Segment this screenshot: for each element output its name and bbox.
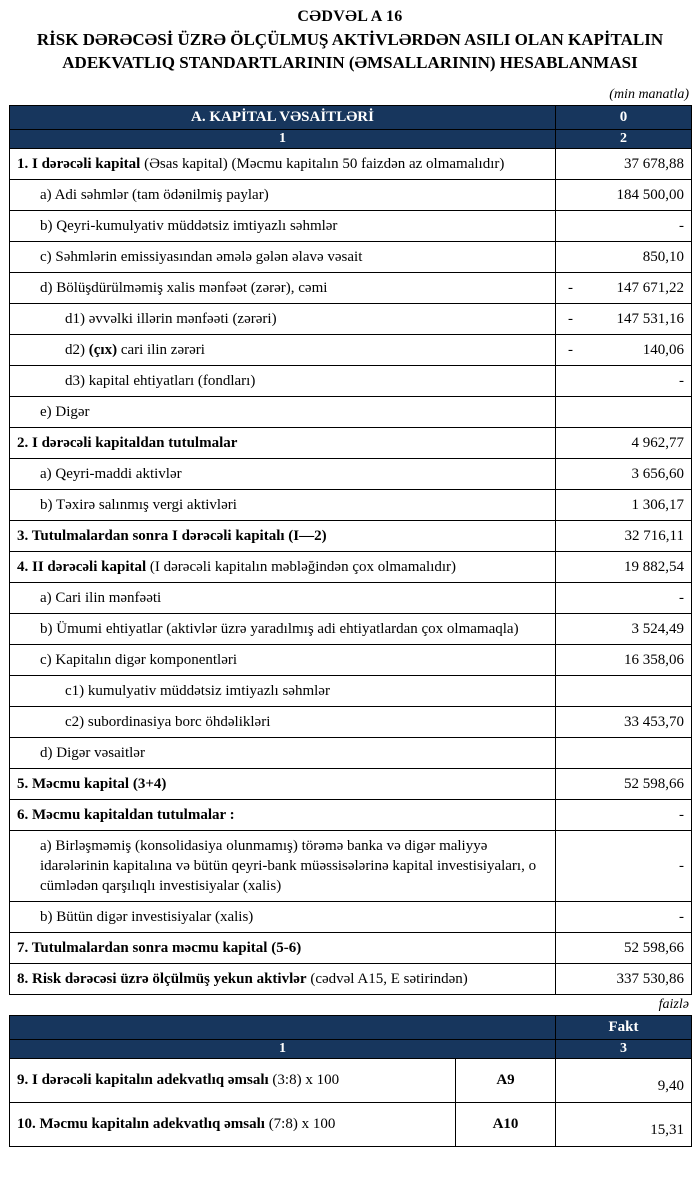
row-label: [10, 706, 556, 737]
label-text-bold: 2. I dərəcəli kapitaldan tutulmalar: [17, 434, 238, 451]
ratio-table-fakt-cell: Fakt: [556, 1015, 692, 1039]
row-label: [10, 520, 556, 551]
row-value: -: [556, 799, 692, 830]
row-value: 37 678,88: [556, 148, 692, 179]
table-number-label: CƏDVƏL A 16: [297, 8, 403, 25]
capital-table: [9, 105, 692, 995]
label-text: b) Qeyri-kumulyativ müddətsiz imtiyazlı səhmlər: [40, 217, 338, 234]
table-row: [10, 963, 692, 994]
row-label: [10, 1102, 456, 1146]
ratio-table-header-row: [10, 1015, 692, 1039]
col-number-label: 1: [10, 129, 556, 148]
table-row: [10, 1102, 692, 1146]
ratio-table-colnum-row: [10, 1039, 692, 1058]
table-row: [10, 303, 692, 334]
table-row: [10, 1058, 692, 1102]
row-label: [10, 489, 556, 520]
row-value: 9,40: [556, 1058, 692, 1102]
row-label: [10, 334, 556, 365]
row-value: [556, 737, 692, 768]
label-text: (Əsas kapital) (Məcmu kapitalın 50 faizdən az olmamalıdır): [140, 155, 505, 172]
label-text: b) Təxirə salınmış vergi aktivləri: [40, 496, 237, 513]
label-text: a) Cari ilin mənfəəti: [40, 589, 162, 606]
row-value: 52 598,66: [556, 932, 692, 963]
label-text-bold: 3. Tutulmalardan sonra I dərəcəli kapitalı (I—2): [17, 527, 327, 544]
row-label: [10, 396, 556, 427]
row-label: [10, 179, 556, 210]
row-value: [556, 675, 692, 706]
minus-sign: -: [568, 279, 573, 296]
table-row: [10, 644, 692, 675]
row-code: A9: [456, 1058, 556, 1102]
table-row: [10, 613, 692, 644]
table-row: [10, 210, 692, 241]
label-text: d2): [65, 341, 89, 358]
table-row: [10, 489, 692, 520]
row-label: [10, 303, 556, 334]
row-value: [556, 334, 692, 365]
table-row: [10, 551, 692, 582]
row-value: -: [556, 830, 692, 901]
label-text: d1) əvvəlki illərin mənfəəti (zərəri): [65, 310, 277, 327]
row-label: [10, 551, 556, 582]
label-text-bold: 6. Məcmu kapitaldan tutulmalar :: [17, 806, 235, 823]
row-value: [556, 272, 692, 303]
row-value: 184 500,00: [556, 179, 692, 210]
row-value: -: [556, 582, 692, 613]
row-label: [10, 241, 556, 272]
row-label: [10, 427, 556, 458]
label-text-bold: 4. II dərəcəli kapital: [17, 558, 147, 575]
label-text-bold: 1. I dərəcəli kapital: [17, 155, 141, 172]
amount-text: 147 531,16: [616, 310, 684, 327]
table-row: [10, 396, 692, 427]
table-row: [10, 365, 692, 396]
table-row: [10, 830, 692, 901]
label-text: a) Adi səhmlər (tam ödənilmiş paylar): [40, 186, 269, 203]
row-label: [10, 932, 556, 963]
label-text-bold: 7. Tutulmalardan sonra məcmu kapital (5-6): [17, 939, 302, 956]
label-text: c) Səhmlərin emissiyasından əmələ gələn əlavə vəsait: [40, 248, 363, 265]
table-row: [10, 241, 692, 272]
row-code: A10: [456, 1102, 556, 1146]
row-value: [556, 303, 692, 334]
row-value: 52 598,66: [556, 768, 692, 799]
ratio-col-number-label: 1: [10, 1039, 556, 1058]
row-label: [10, 458, 556, 489]
label-text: c) Kapitalın digər komponentləri: [40, 651, 238, 668]
row-value: -: [556, 210, 692, 241]
row-label: [10, 901, 556, 932]
row-label: [10, 582, 556, 613]
row-value: 3 656,60: [556, 458, 692, 489]
table-row: [10, 768, 692, 799]
label-text: c1) kumulyativ müddətsiz imtiyazlı səhmlər: [65, 682, 330, 699]
label-text: (cədvəl A15, E sətirindən): [306, 970, 468, 987]
table-row: [10, 901, 692, 932]
row-label: [10, 272, 556, 303]
table-row: [10, 932, 692, 963]
table-row: [10, 706, 692, 737]
label-text: d) Digər vəsaitlər: [40, 744, 145, 761]
row-value: 33 453,70: [556, 706, 692, 737]
col-number-value: 2: [556, 129, 692, 148]
table-row: [10, 582, 692, 613]
row-value: 16 358,06: [556, 644, 692, 675]
amount-text: 140,06: [642, 341, 684, 358]
row-label: [10, 799, 556, 830]
label-text-bold: (çıx): [88, 341, 118, 358]
row-value: 19 882,54: [556, 551, 692, 582]
row-label: [10, 365, 556, 396]
table-row: [10, 179, 692, 210]
minus-sign: -: [568, 341, 573, 358]
row-label: [10, 737, 556, 768]
capital-table-header-row: [10, 105, 692, 129]
label-text: (I dərəcəli kapitalın məbləğindən çox olmamalıdır): [146, 558, 457, 575]
label-text: b) Bütün digər investisiyalar (xalis): [40, 908, 254, 925]
label-text-bold: 10. Məcmu kapitalın adekvatlıq əmsalı: [17, 1116, 265, 1133]
table-row: [10, 799, 692, 830]
unit-note-bottom: faizlə: [658, 996, 689, 1012]
capital-table-title-cell: A. KAPİTAL VƏSAİTLƏRİ: [10, 105, 556, 129]
table-row: [10, 737, 692, 768]
row-label: [10, 1058, 456, 1102]
label-text: (3:8) x 100: [268, 1072, 340, 1089]
row-label: [10, 830, 556, 901]
row-value: -: [556, 901, 692, 932]
label-text: b) Ümumi ehtiyatlar (aktivlər üzrə yaradılmış adi ehtiyatlardan çox olmamaqla): [40, 620, 519, 637]
label-text-bold: 8. Risk dərəcəsi üzrə ölçülmüş yekun aktivlər: [17, 970, 307, 987]
table-row: [10, 675, 692, 706]
table-row: [10, 334, 692, 365]
amount-text: 147 671,22: [616, 279, 684, 296]
row-value: 4 962,77: [556, 427, 692, 458]
table-row: [10, 272, 692, 303]
capital-table-colnum-row: [10, 129, 692, 148]
row-label: [10, 148, 556, 179]
label-text: d) Bölüşdürülməmiş xalis mənfəət (zərər), cəmi: [40, 279, 328, 296]
ratio-table-empty-header-cell: [10, 1015, 556, 1039]
label-text-bold: 5. Məcmu kapital (3+4): [17, 775, 167, 792]
row-label: [10, 675, 556, 706]
ratio-table: [9, 1015, 692, 1147]
row-value: 1 306,17: [556, 489, 692, 520]
capital-table-col0-cell: 0: [556, 105, 692, 129]
label-text: a) Qeyri-maddi aktivlər: [40, 465, 182, 482]
ratio-col-number-value: 3: [556, 1039, 692, 1058]
row-label: [10, 768, 556, 799]
table-row: [10, 148, 692, 179]
row-label: [10, 210, 556, 241]
minus-sign: -: [568, 310, 573, 327]
label-text-bold: 9. I dərəcəli kapitalın adekvatlıq əmsalı: [17, 1072, 269, 1089]
table-row: [10, 458, 692, 489]
label-text: e) Digər: [40, 403, 90, 420]
row-value: 850,10: [556, 241, 692, 272]
row-label: [10, 644, 556, 675]
row-label: [10, 963, 556, 994]
label-text: cari ilin zərəri: [117, 341, 205, 358]
label-text: d3) kapital ehtiyatları (fondları): [65, 372, 256, 389]
row-value: 337 530,86: [556, 963, 692, 994]
row-value: 32 716,11: [556, 520, 692, 551]
row-value: -: [556, 365, 692, 396]
row-label: [10, 613, 556, 644]
unit-note-top: (min manatla): [609, 86, 689, 102]
row-value: [556, 396, 692, 427]
table-row: [10, 427, 692, 458]
label-text: a) Birləşməmiş (konsolidasiya olunmamış) törəmə banka və digər maliyyə idarələrinin kapitalına və bütün qeyri-bank müəssisələrinə kapital investisiyaları, o cümlədən qarşılıqlı investisiyalar (xalis): [40, 837, 537, 894]
label-text: (7:8) x 100: [264, 1116, 336, 1133]
table-row: [10, 520, 692, 551]
row-value: 15,31: [556, 1102, 692, 1146]
label-text: c2) subordinasiya borc öhdəlikləri: [65, 713, 271, 730]
row-value: 3 524,49: [556, 613, 692, 644]
document-title: RİSK DƏRƏCƏSİ ÜZRƏ ÖLÇÜLMUŞ AKTİVLƏRDƏN ASILI OLAN KAPİTALIN ADEKVATLIQ STANDARTLARININ (ƏMSALLARININ) HESABLANMASI: [36, 30, 664, 72]
